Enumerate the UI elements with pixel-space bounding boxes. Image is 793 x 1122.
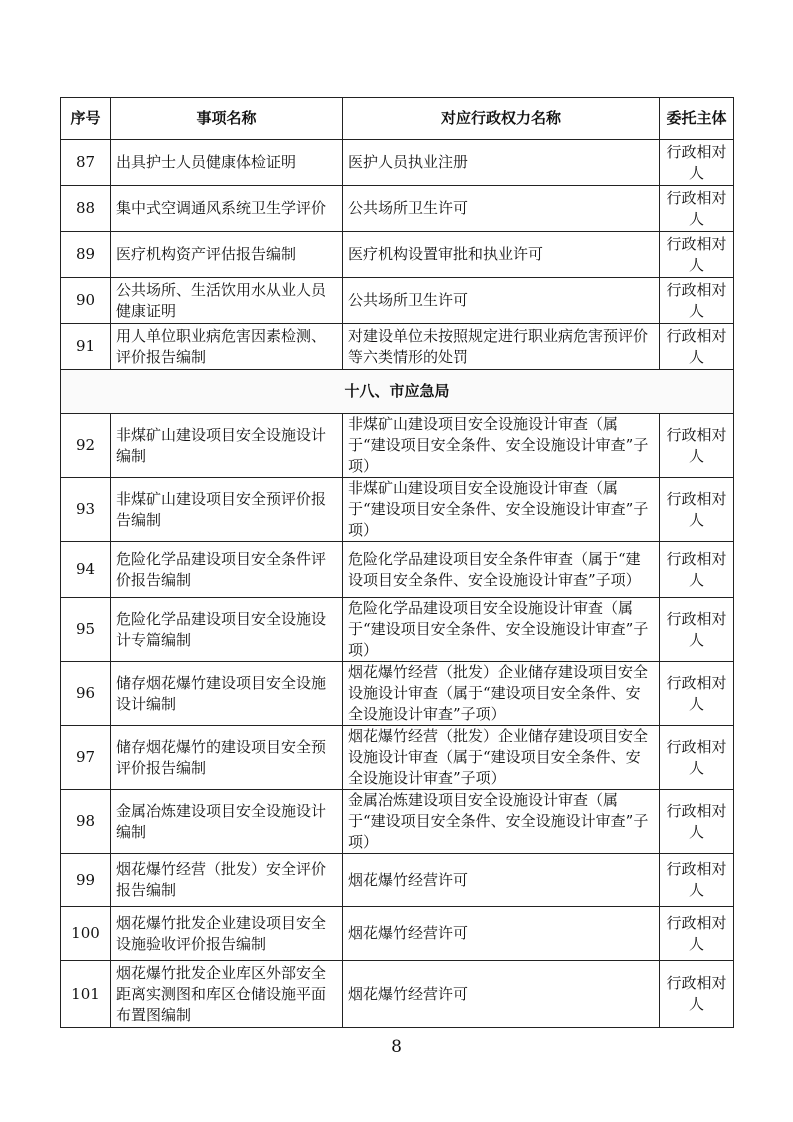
row-power: 烟花爆竹经营许可 [343, 961, 660, 1028]
row-entrust: 行政相对人 [660, 907, 734, 961]
row-entrust: 行政相对人 [660, 414, 734, 478]
row-entrust: 行政相对人 [660, 542, 734, 598]
row-no: 88 [61, 186, 111, 232]
row-power: 非煤矿山建设项目安全设施设计审查（属于“建设项目安全条件、安全设施设计审查”子项） [343, 478, 660, 542]
row-item: 公共场所、生活饮用水从业人员健康证明 [111, 278, 343, 324]
table-row [61, 232, 734, 278]
table-row [61, 854, 734, 907]
row-power: 公共场所卫生许可 [343, 186, 660, 232]
row-entrust: 行政相对人 [660, 790, 734, 854]
table-row [61, 542, 734, 598]
row-no: 92 [61, 414, 111, 478]
table-row [61, 598, 734, 662]
table-row [61, 726, 734, 790]
row-entrust: 行政相对人 [660, 140, 734, 186]
row-power: 危险化学品建设项目安全条件审查（属于“建设项目安全条件、安全设施设计审查”子项） [343, 542, 660, 598]
row-entrust: 行政相对人 [660, 854, 734, 907]
row-no: 91 [61, 324, 111, 370]
row-entrust: 行政相对人 [660, 478, 734, 542]
row-no: 94 [61, 542, 111, 598]
table-row [61, 790, 734, 854]
row-item: 用人单位职业病危害因素检测、评价报告编制 [111, 324, 343, 370]
row-entrust: 行政相对人 [660, 278, 734, 324]
table-row [61, 478, 734, 542]
row-power: 医疗机构设置审批和执业许可 [343, 232, 660, 278]
row-no: 95 [61, 598, 111, 662]
row-power: 公共场所卫生许可 [343, 278, 660, 324]
row-power: 烟花爆竹经营许可 [343, 907, 660, 961]
row-no: 101 [61, 961, 111, 1028]
row-power: 金属冶炼建设项目安全设施设计审查（属于“建设项目安全条件、安全设施设计审查”子项） [343, 790, 660, 854]
row-power: 烟花爆竹经营许可 [343, 854, 660, 907]
row-item: 非煤矿山建设项目安全预评价报告编制 [111, 478, 343, 542]
table-row [61, 186, 734, 232]
row-no: 99 [61, 854, 111, 907]
page-number: 8 [391, 1037, 402, 1057]
row-entrust: 行政相对人 [660, 232, 734, 278]
row-item: 烟花爆竹批发企业建设项目安全设施验收评价报告编制 [111, 907, 343, 961]
section-row [61, 370, 734, 414]
authority-table [60, 97, 734, 1028]
row-item: 危险化学品建设项目安全条件评价报告编制 [111, 542, 343, 598]
row-power: 烟花爆竹经营（批发）企业储存建设项目安全设施设计审查（属于“建设项目安全条件、安全设施设计审查”子项） [343, 726, 660, 790]
row-item: 储存烟花爆竹的建设项目安全预评价报告编制 [111, 726, 343, 790]
row-item: 非煤矿山建设项目安全设施设计编制 [111, 414, 343, 478]
row-power: 非煤矿山建设项目安全设施设计审查（属于“建设项目安全条件、安全设施设计审查”子项） [343, 414, 660, 478]
row-entrust: 行政相对人 [660, 726, 734, 790]
row-item: 集中式空调通风系统卫生学评价 [111, 186, 343, 232]
table-row [61, 414, 734, 478]
table-row [61, 278, 734, 324]
row-entrust: 行政相对人 [660, 961, 734, 1028]
table-row [61, 140, 734, 186]
table-header-row [61, 98, 734, 140]
header-item: 事项名称 [111, 98, 343, 140]
row-no: 98 [61, 790, 111, 854]
table-row [61, 324, 734, 370]
row-power: 对建设单位未按照规定进行职业病危害预评价等六类情形的处罚 [343, 324, 660, 370]
header-entrust: 委托主体 [660, 98, 734, 140]
row-entrust: 行政相对人 [660, 186, 734, 232]
row-item: 烟花爆竹经营（批发）安全评价报告编制 [111, 854, 343, 907]
row-no: 87 [61, 140, 111, 186]
table-row [61, 907, 734, 961]
header-no: 序号 [61, 98, 111, 140]
section-title: 十八、市应急局 [61, 370, 734, 414]
row-entrust: 行政相对人 [660, 598, 734, 662]
row-item: 金属冶炼建设项目安全设施设计编制 [111, 790, 343, 854]
row-item: 储存烟花爆竹建设项目安全设施设计编制 [111, 662, 343, 726]
header-power: 对应行政权力名称 [343, 98, 660, 140]
table-row [61, 662, 734, 726]
row-item: 出具护士人员健康体检证明 [111, 140, 343, 186]
row-power: 危险化学品建设项目安全设施设计审查（属于“建设项目安全条件、安全设施设计审查”子项） [343, 598, 660, 662]
row-no: 89 [61, 232, 111, 278]
row-no: 96 [61, 662, 111, 726]
row-item: 危险化学品建设项目安全设施设计专篇编制 [111, 598, 343, 662]
row-no: 90 [61, 278, 111, 324]
row-no: 93 [61, 478, 111, 542]
row-power: 医护人员执业注册 [343, 140, 660, 186]
table-row [61, 961, 734, 1028]
row-item: 医疗机构资产评估报告编制 [111, 232, 343, 278]
row-no: 97 [61, 726, 111, 790]
row-item: 烟花爆竹批发企业库区外部安全距离实测图和库区仓储设施平面布置图编制 [111, 961, 343, 1028]
row-power: 烟花爆竹经营（批发）企业储存建设项目安全设施设计审查（属于“建设项目安全条件、安全设施设计审查”子项） [343, 662, 660, 726]
row-entrust: 行政相对人 [660, 324, 734, 370]
row-entrust: 行政相对人 [660, 662, 734, 726]
row-no: 100 [61, 907, 111, 961]
